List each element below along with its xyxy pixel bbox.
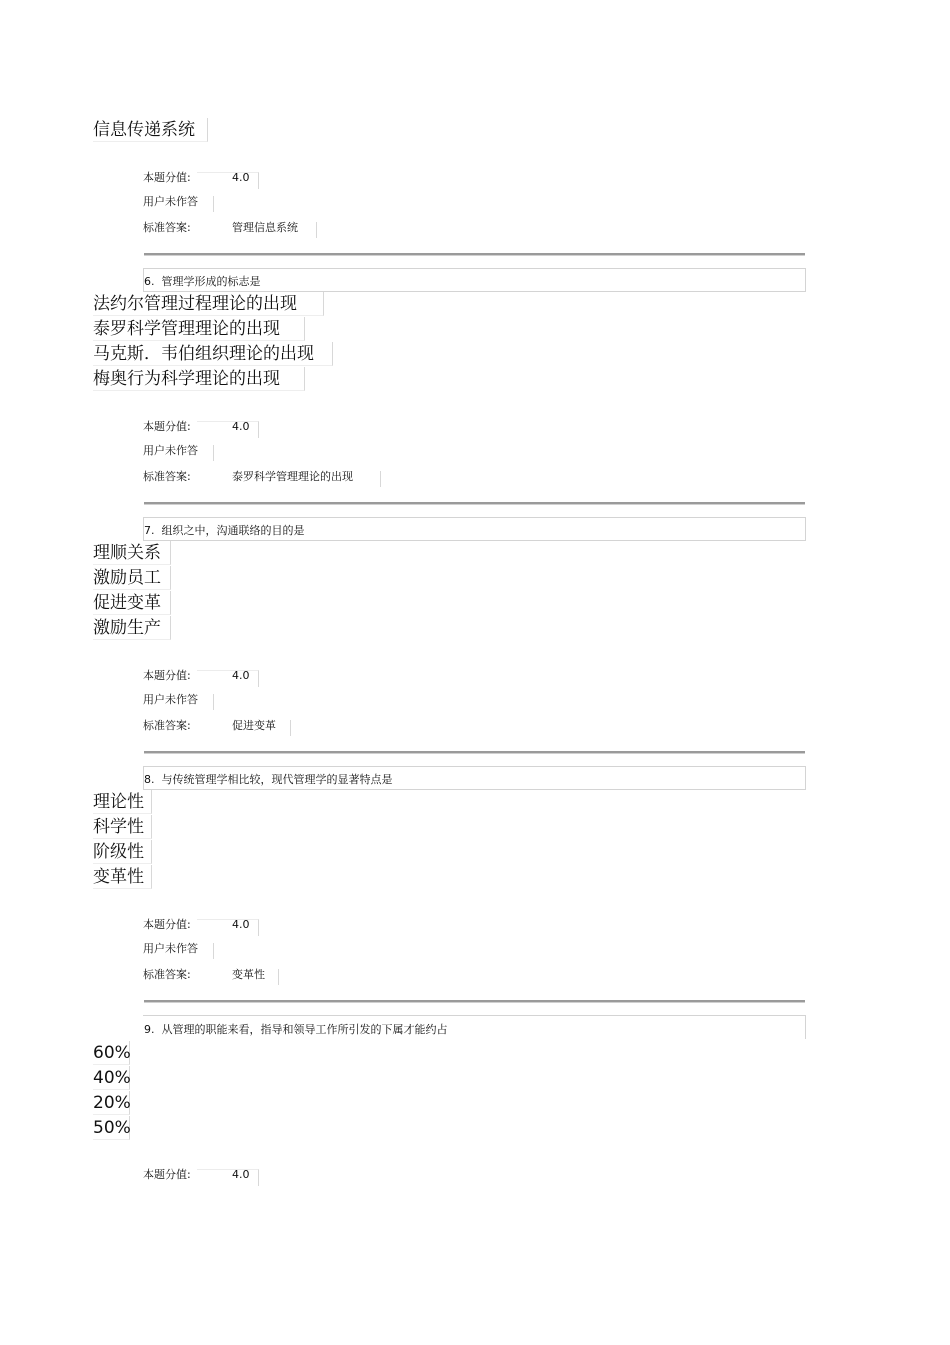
score-value: 4.0: [232, 171, 250, 184]
score-value: 4.0: [232, 669, 250, 682]
answer-label: 标准答案:: [143, 470, 191, 483]
question-number: 7.: [144, 524, 155, 537]
answer-value: 管理信息系统: [232, 221, 298, 234]
score-label: 本题分值:: [143, 669, 191, 682]
option-a[interactable]: [93, 541, 171, 565]
option-text: 理顺关系: [93, 543, 161, 563]
answer-label: 标准答案:: [143, 968, 191, 981]
option-c[interactable]: [93, 840, 152, 864]
question-9-title: [144, 1022, 448, 1038]
question-number: 8.: [144, 773, 155, 786]
question-7-title: [144, 523, 305, 539]
answer-value: 促进变革: [232, 719, 276, 732]
option-text: 泰罗科学管理理论的出现: [93, 319, 280, 339]
option-d[interactable]: [93, 616, 171, 640]
option-text: 60%: [93, 1043, 131, 1063]
score-label: 本题分值:: [143, 420, 191, 433]
option-a[interactable]: [93, 292, 324, 316]
option-text: 50%: [93, 1118, 131, 1138]
question-text: 管理学形成的标志是: [161, 275, 261, 288]
option-text: 促进变革: [93, 593, 161, 613]
option-b[interactable]: [93, 566, 171, 590]
option-item[interactable]: [93, 118, 208, 142]
question-number: 9.: [144, 1023, 155, 1036]
option-text: 40%: [93, 1068, 131, 1088]
divider: [144, 253, 805, 256]
user-status: 用户未作答: [143, 693, 198, 706]
divider: [144, 751, 805, 754]
user-status: 用户未作答: [143, 444, 198, 457]
answer-label: 标准答案:: [143, 719, 191, 732]
score-cell: [197, 421, 259, 438]
score-label: 本题分值:: [143, 1168, 191, 1181]
score-value: 4.0: [232, 918, 250, 931]
option-b[interactable]: [93, 317, 305, 341]
option-d[interactable]: [93, 865, 152, 889]
option-text: 梅奥行为科学理论的出现: [93, 369, 280, 389]
score-label: 本题分值:: [143, 918, 191, 931]
option-text: 激励生产: [93, 618, 161, 638]
option-c[interactable]: [93, 591, 171, 615]
option-text: 激励员工: [93, 568, 161, 588]
score-cell: [197, 670, 259, 687]
divider: [144, 1000, 805, 1003]
user-status: 用户未作答: [143, 195, 198, 208]
answer-value: 泰罗科学管理理论的出现: [232, 470, 353, 483]
question-text: 与传统管理学相比较，现代管理学的显著特点是: [161, 773, 393, 786]
answer-label: 标准答案:: [143, 221, 191, 234]
question-text: 组织之中，沟通联络的目的是: [161, 524, 305, 537]
option-text: 理论性: [93, 792, 144, 812]
score-cell: [197, 172, 259, 189]
option-text: 法约尔管理过程理论的出现: [93, 294, 297, 314]
score-label: 本题分值:: [143, 171, 191, 184]
question-6-title: [144, 274, 261, 290]
score-cell: [197, 919, 259, 936]
option-text: 马克斯．韦伯组织理论的出现: [93, 344, 314, 364]
option-d[interactable]: [93, 367, 305, 391]
option-text: 变革性: [93, 867, 144, 887]
option-text: 阶级性: [93, 842, 144, 862]
option-b[interactable]: [93, 815, 152, 839]
score-value: 4.0: [232, 1168, 250, 1181]
option-text: 20%: [93, 1093, 131, 1113]
option-b[interactable]: [93, 1066, 130, 1090]
option-d[interactable]: [93, 1116, 130, 1140]
score-value: 4.0: [232, 420, 250, 433]
option-a[interactable]: [93, 1041, 130, 1065]
question-number: 6.: [144, 275, 155, 288]
divider: [144, 502, 805, 505]
option-text: 科学性: [93, 817, 144, 837]
option-text: 信息传递系统: [93, 120, 195, 140]
option-c[interactable]: [93, 1091, 130, 1115]
answer-value: 变革性: [232, 968, 265, 981]
question-text: 从管理的职能来看，指导和领导工作所引发的下属才能约占: [161, 1023, 448, 1036]
score-cell: [197, 1169, 259, 1186]
question-8-title: [144, 772, 393, 788]
user-status: 用户未作答: [143, 942, 198, 955]
option-c[interactable]: [93, 342, 333, 366]
option-a[interactable]: [93, 790, 152, 814]
